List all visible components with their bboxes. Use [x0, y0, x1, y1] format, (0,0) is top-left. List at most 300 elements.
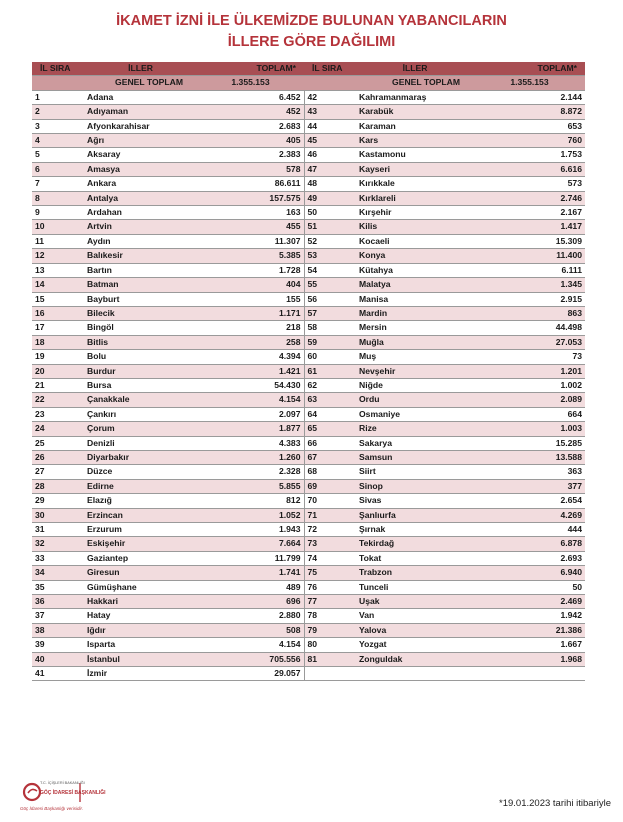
toplam-cell: 6.111 [474, 263, 585, 277]
toplam-cell: 696 [197, 595, 304, 609]
toplam-cell: 405 [197, 134, 304, 148]
toplam-cell: 573 [474, 177, 585, 191]
table-row [32, 134, 585, 148]
il-cell: Kırıkkale [356, 177, 474, 191]
il-cell: Sivas [356, 494, 474, 508]
il-cell: Hatay [84, 609, 197, 623]
il-cell: Antalya [84, 191, 197, 205]
il-cell: Bingöl [84, 321, 197, 335]
sira-cell: 4 [32, 134, 84, 148]
il-cell: Karaman [356, 119, 474, 133]
toplam-cell: 11.307 [197, 234, 304, 248]
toplam-cell: 15.285 [474, 436, 585, 450]
il-cell: Aydın [84, 234, 197, 248]
il-cell: Artvin [84, 220, 197, 234]
sira-cell: 51 [304, 220, 356, 234]
il-cell: Bursa [84, 378, 197, 392]
il-cell: Uşak [356, 595, 474, 609]
sira-cell: 26 [32, 450, 84, 464]
table-header-row [32, 62, 585, 76]
sira-cell: 15 [32, 292, 84, 306]
toplam-cell: 155 [197, 292, 304, 306]
sira-cell: 7 [32, 177, 84, 191]
table-row [32, 220, 585, 234]
il-cell: Denizli [84, 436, 197, 450]
il-cell: Iğdır [84, 623, 197, 637]
sira-cell: 5 [32, 148, 84, 162]
table-row [32, 321, 585, 335]
genel-toplam-value-right: 1.355.153 [474, 76, 585, 90]
sira-cell: 75 [304, 566, 356, 580]
sira-cell: 64 [304, 407, 356, 421]
toplam-cell: 6.878 [474, 537, 585, 551]
toplam-cell: 1.728 [197, 263, 304, 277]
sira-cell: 11 [32, 234, 84, 248]
toplam-cell: 1.201 [474, 364, 585, 378]
il-cell: Kırklareli [356, 191, 474, 205]
sira-cell: 40 [32, 652, 84, 666]
table-row [32, 422, 585, 436]
sira-cell: 12 [32, 249, 84, 263]
il-cell: Batman [84, 278, 197, 292]
il-cell: Kırşehir [356, 206, 474, 220]
toplam-cell: 86.611 [197, 177, 304, 191]
genel-toplam-label-right: GENEL TOPLAM [304, 76, 474, 90]
il-cell: Niğde [356, 378, 474, 392]
toplam-cell: 8.872 [474, 105, 585, 119]
toplam-cell: 2.693 [474, 551, 585, 565]
sira-cell: 28 [32, 479, 84, 493]
il-cell: Şanlıurfa [356, 508, 474, 522]
il-cell: Gaziantep [84, 551, 197, 565]
sira-cell: 38 [32, 623, 84, 637]
table-row [32, 292, 585, 306]
sira-cell: 69 [304, 479, 356, 493]
toplam-cell: 54.430 [197, 378, 304, 392]
il-cell: Nevşehir [356, 364, 474, 378]
il-cell: Osmaniye [356, 407, 474, 421]
toplam-cell: 5.385 [197, 249, 304, 263]
il-cell: Trabzon [356, 566, 474, 580]
toplam-cell: 4.154 [197, 393, 304, 407]
il-cell: Bitlis [84, 335, 197, 349]
header-toplam: TOPLAM* [197, 62, 304, 76]
il-cell: Eskişehir [84, 537, 197, 551]
sira-cell: 35 [32, 580, 84, 594]
il-cell: Balıkesir [84, 249, 197, 263]
table-row [32, 206, 585, 220]
il-cell: Karabük [356, 105, 474, 119]
toplam-cell: 2.469 [474, 595, 585, 609]
il-cell: Ağrı [84, 134, 197, 148]
toplam-cell: 653 [474, 119, 585, 133]
sira-cell: 3 [32, 119, 84, 133]
il-cell: Ardahan [84, 206, 197, 220]
table-row [32, 508, 585, 522]
toplam-cell: 2.915 [474, 292, 585, 306]
sira-cell [304, 667, 356, 681]
table-row [32, 667, 585, 681]
toplam-cell: 2.683 [197, 119, 304, 133]
toplam-cell: 1.877 [197, 422, 304, 436]
toplam-cell: 6.616 [474, 162, 585, 176]
sira-cell: 29 [32, 494, 84, 508]
toplam-cell: 4.394 [197, 350, 304, 364]
toplam-cell: 705.556 [197, 652, 304, 666]
header-iller-right: İLLER [356, 62, 474, 76]
toplam-cell: 258 [197, 335, 304, 349]
toplam-cell: 1.943 [197, 523, 304, 537]
toplam-cell: 11.799 [197, 551, 304, 565]
il-cell: Zonguldak [356, 652, 474, 666]
il-cell: Muğla [356, 335, 474, 349]
il-cell: Düzce [84, 465, 197, 479]
toplam-cell: 489 [197, 580, 304, 594]
il-cell: Kilis [356, 220, 474, 234]
toplam-cell: 11.400 [474, 249, 585, 263]
toplam-cell: 2.167 [474, 206, 585, 220]
sira-cell: 9 [32, 206, 84, 220]
toplam-cell: 6.452 [197, 90, 304, 104]
table-row [32, 407, 585, 421]
sira-cell: 72 [304, 523, 356, 537]
il-cell: Kayseri [356, 162, 474, 176]
sira-cell: 44 [304, 119, 356, 133]
il-cell: Bayburt [84, 292, 197, 306]
sira-cell: 53 [304, 249, 356, 263]
il-cell: Ordu [356, 393, 474, 407]
il-cell: Bilecik [84, 306, 197, 320]
il-cell: İstanbul [84, 652, 197, 666]
il-cell: Çanakkale [84, 393, 197, 407]
il-cell: Adıyaman [84, 105, 197, 119]
toplam-cell: 50 [474, 580, 585, 594]
sira-cell: 30 [32, 508, 84, 522]
il-cell: Hakkari [84, 595, 197, 609]
toplam-cell: 218 [197, 321, 304, 335]
toplam-cell: 2.089 [474, 393, 585, 407]
toplam-cell: 452 [197, 105, 304, 119]
il-cell: Kastamonu [356, 148, 474, 162]
toplam-cell: 1.003 [474, 422, 585, 436]
table-row [32, 177, 585, 191]
toplam-cell: 5.855 [197, 479, 304, 493]
sira-cell: 37 [32, 609, 84, 623]
sira-cell: 13 [32, 263, 84, 277]
sira-cell: 50 [304, 206, 356, 220]
il-cell: Ankara [84, 177, 197, 191]
sira-cell: 21 [32, 378, 84, 392]
sira-cell: 36 [32, 595, 84, 609]
sira-cell: 39 [32, 638, 84, 652]
toplam-cell: 6.940 [474, 566, 585, 580]
toplam-cell: 2.746 [474, 191, 585, 205]
sira-cell: 66 [304, 436, 356, 450]
sira-cell: 55 [304, 278, 356, 292]
sira-cell: 34 [32, 566, 84, 580]
table-row [32, 278, 585, 292]
header-toplam-right: TOPLAM* [474, 62, 585, 76]
toplam-cell: 404 [197, 278, 304, 292]
table-row [32, 551, 585, 565]
header-sira-right: İL SIRA [304, 62, 356, 76]
sira-cell: 61 [304, 364, 356, 378]
toplam-cell: 455 [197, 220, 304, 234]
logo-slogan: Göç İdaresi Başkanlığı verisidir. [20, 806, 84, 811]
il-cell: Edirne [84, 479, 197, 493]
sira-cell: 47 [304, 162, 356, 176]
il-cell: Diyarbakır [84, 450, 197, 464]
sira-cell: 58 [304, 321, 356, 335]
il-cell: Samsun [356, 450, 474, 464]
il-cell: Manisa [356, 292, 474, 306]
toplam-cell: 1.052 [197, 508, 304, 522]
il-cell: Van [356, 609, 474, 623]
table-row [32, 191, 585, 205]
table-row [32, 465, 585, 479]
toplam-cell: 44.498 [474, 321, 585, 335]
sira-cell: 60 [304, 350, 356, 364]
il-cell: Mardin [356, 306, 474, 320]
sira-cell: 70 [304, 494, 356, 508]
toplam-cell: 812 [197, 494, 304, 508]
sira-cell: 80 [304, 638, 356, 652]
toplam-cell [474, 667, 585, 681]
sira-cell: 59 [304, 335, 356, 349]
il-cell: Mersin [356, 321, 474, 335]
table-row [32, 162, 585, 176]
sira-cell: 62 [304, 378, 356, 392]
il-cell: Aksaray [84, 148, 197, 162]
table-row [32, 393, 585, 407]
sira-cell: 8 [32, 191, 84, 205]
sira-cell: 19 [32, 350, 84, 364]
sira-cell: 76 [304, 580, 356, 594]
sira-cell: 43 [304, 105, 356, 119]
il-cell: Tekirdağ [356, 537, 474, 551]
sira-cell: 57 [304, 306, 356, 320]
table-row [32, 638, 585, 652]
sira-cell: 18 [32, 335, 84, 349]
table-row [32, 119, 585, 133]
toplam-cell: 7.664 [197, 537, 304, 551]
header-sira: İL SIRA [32, 62, 84, 76]
genel-toplam-row [32, 76, 585, 90]
sira-cell: 73 [304, 537, 356, 551]
sira-cell: 67 [304, 450, 356, 464]
toplam-cell: 27.053 [474, 335, 585, 349]
sira-cell: 22 [32, 393, 84, 407]
sira-cell: 52 [304, 234, 356, 248]
toplam-cell: 29.057 [197, 667, 304, 681]
sira-cell: 54 [304, 263, 356, 277]
il-cell: Gümüşhane [84, 580, 197, 594]
table-row [32, 609, 585, 623]
toplam-cell: 2.383 [197, 148, 304, 162]
table-row [32, 234, 585, 248]
table-row [32, 623, 585, 637]
toplam-cell: 1.345 [474, 278, 585, 292]
sira-cell: 79 [304, 623, 356, 637]
table-row [32, 90, 585, 104]
il-cell: Yozgat [356, 638, 474, 652]
toplam-cell: 863 [474, 306, 585, 320]
sira-cell: 27 [32, 465, 84, 479]
genel-toplam-label: GENEL TOPLAM [32, 76, 197, 90]
table-row [32, 436, 585, 450]
footnote-date: *19.01.2023 tarihi itibariyle [499, 798, 611, 809]
il-cell: Kocaeli [356, 234, 474, 248]
il-cell: Tunceli [356, 580, 474, 594]
sira-cell: 1 [32, 90, 84, 104]
toplam-cell: 1.421 [197, 364, 304, 378]
table-row [32, 580, 585, 594]
sira-cell: 63 [304, 393, 356, 407]
table-row [32, 378, 585, 392]
toplam-cell: 444 [474, 523, 585, 537]
toplam-cell: 2.097 [197, 407, 304, 421]
toplam-cell: 15.309 [474, 234, 585, 248]
table-row [32, 523, 585, 537]
il-cell: Bolu [84, 350, 197, 364]
table-row [32, 306, 585, 320]
table-row [32, 350, 585, 364]
logo-sub-text: T.C. İÇİŞLERİ BAKANLIĞI [40, 781, 85, 785]
table-row [32, 494, 585, 508]
toplam-cell: 2.328 [197, 465, 304, 479]
table-row [32, 105, 585, 119]
table-row [32, 595, 585, 609]
toplam-cell: 1.968 [474, 652, 585, 666]
toplam-cell: 1.002 [474, 378, 585, 392]
sira-cell: 78 [304, 609, 356, 623]
sira-cell: 24 [32, 422, 84, 436]
page-title-line-2: İLLERE GÖRE DAĞILIMI [227, 34, 396, 50]
il-cell: Yalova [356, 623, 474, 637]
toplam-cell: 1.942 [474, 609, 585, 623]
il-cell: Giresun [84, 566, 197, 580]
toplam-cell: 21.386 [474, 623, 585, 637]
toplam-cell: 1.741 [197, 566, 304, 580]
toplam-cell: 13.588 [474, 450, 585, 464]
toplam-cell: 363 [474, 465, 585, 479]
il-cell: Tokat [356, 551, 474, 565]
sira-cell: 32 [32, 537, 84, 551]
page-title-line-1: İKAMET İZNİ İLE ÜLKEMİZDE BULUNAN YABANCILARIN [116, 13, 507, 29]
il-cell: Muş [356, 350, 474, 364]
toplam-cell: 1.260 [197, 450, 304, 464]
toplam-cell: 1.667 [474, 638, 585, 652]
sira-cell: 68 [304, 465, 356, 479]
il-cell: Erzincan [84, 508, 197, 522]
toplam-cell: 73 [474, 350, 585, 364]
il-cell: Erzurum [84, 523, 197, 537]
sira-cell: 46 [304, 148, 356, 162]
table-row [32, 479, 585, 493]
il-cell: Kars [356, 134, 474, 148]
table-row [32, 335, 585, 349]
toplam-cell: 4.154 [197, 638, 304, 652]
il-cell: Sinop [356, 479, 474, 493]
genel-toplam-value: 1.355.153 [197, 76, 304, 90]
toplam-cell: 2.880 [197, 609, 304, 623]
sira-cell: 74 [304, 551, 356, 565]
sira-cell: 31 [32, 523, 84, 537]
toplam-cell: 157.575 [197, 191, 304, 205]
toplam-cell: 508 [197, 623, 304, 637]
il-cell: Isparta [84, 638, 197, 652]
toplam-cell: 163 [197, 206, 304, 220]
sira-cell: 2 [32, 105, 84, 119]
il-cell: Siirt [356, 465, 474, 479]
il-cell: Afyonkarahisar [84, 119, 197, 133]
sira-cell: 65 [304, 422, 356, 436]
il-cell: Burdur [84, 364, 197, 378]
sira-cell: 17 [32, 321, 84, 335]
il-cell: Adana [84, 90, 197, 104]
sira-cell: 48 [304, 177, 356, 191]
sira-cell: 41 [32, 667, 84, 681]
il-cell: İzmir [84, 667, 197, 681]
logo-brand-text: GÖÇ İDARESİ BAŞKANLIĞI [40, 790, 106, 796]
sira-cell: 71 [304, 508, 356, 522]
toplam-cell: 664 [474, 407, 585, 421]
table-row [32, 450, 585, 464]
sira-cell: 25 [32, 436, 84, 450]
il-cell: Elazığ [84, 494, 197, 508]
sira-cell: 42 [304, 90, 356, 104]
toplam-cell: 1.171 [197, 306, 304, 320]
sira-cell: 16 [32, 306, 84, 320]
sira-cell: 49 [304, 191, 356, 205]
toplam-cell: 2.144 [474, 90, 585, 104]
il-cell: Sakarya [356, 436, 474, 450]
il-cell: Rize [356, 422, 474, 436]
table-row [32, 364, 585, 378]
toplam-cell: 1.417 [474, 220, 585, 234]
sira-cell: 56 [304, 292, 356, 306]
sira-cell: 45 [304, 134, 356, 148]
table-row [32, 148, 585, 162]
sira-cell: 77 [304, 595, 356, 609]
table-row [32, 249, 585, 263]
toplam-cell: 4.383 [197, 436, 304, 450]
il-cell: Çorum [84, 422, 197, 436]
sira-cell: 6 [32, 162, 84, 176]
il-cell: Kütahya [356, 263, 474, 277]
toplam-cell: 4.269 [474, 508, 585, 522]
sira-cell: 23 [32, 407, 84, 421]
table-row [32, 537, 585, 551]
toplam-cell: 2.654 [474, 494, 585, 508]
table-row [32, 652, 585, 666]
toplam-cell: 760 [474, 134, 585, 148]
table-row [32, 566, 585, 580]
sira-cell: 14 [32, 278, 84, 292]
il-cell: Kahramanmaraş [356, 90, 474, 104]
il-cell: Amasya [84, 162, 197, 176]
sira-cell: 33 [32, 551, 84, 565]
header-iller: İLLER [84, 62, 197, 76]
sira-cell: 81 [304, 652, 356, 666]
distribution-table [32, 62, 585, 681]
table-row [32, 263, 585, 277]
il-cell: Konya [356, 249, 474, 263]
il-cell: Bartın [84, 263, 197, 277]
sira-cell: 10 [32, 220, 84, 234]
il-cell [356, 667, 474, 681]
il-cell: Çankırı [84, 407, 197, 421]
